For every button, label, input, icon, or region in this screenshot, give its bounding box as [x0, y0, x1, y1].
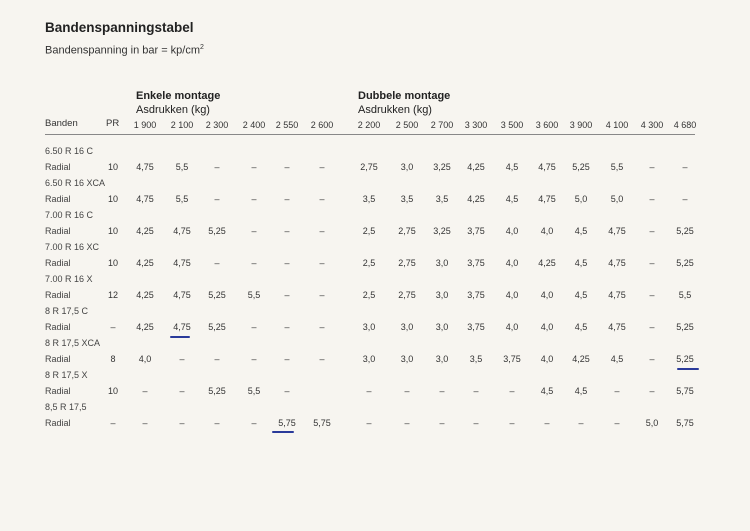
pressure-cell: 3,5 [400, 194, 414, 204]
pressure-cell: – [319, 322, 325, 332]
pressure-cell: 3,75 [467, 258, 485, 268]
column-header: 2 100 [170, 120, 194, 130]
pressure-cell: – [366, 386, 372, 396]
pressure-cell: – [319, 226, 325, 236]
pressure-cell: – [251, 322, 257, 332]
column-header: 2 200 [357, 120, 381, 130]
pressure-cell: 5,25 [208, 290, 226, 300]
pressure-cell: – [284, 354, 290, 364]
pressure-cell: 3,0 [362, 322, 376, 332]
pressure-cell: 5,5 [247, 290, 261, 300]
tire-size: 7.00 R 16 C [45, 210, 94, 220]
pressure-cell: 4,5 [574, 290, 588, 300]
pressure-cell: 4,5 [574, 226, 588, 236]
pressure-cell: 3,75 [467, 226, 485, 236]
pressure-cell: 3,0 [435, 258, 449, 268]
pressure-cell: 3,75 [467, 290, 485, 300]
pressure-cell: 4,75 [173, 290, 191, 300]
ply-rating: 10 [107, 194, 118, 204]
pressure-cell: 5,25 [208, 322, 226, 332]
pressure-cell: – [649, 194, 655, 204]
pressure-cell: 5,5 [247, 386, 261, 396]
tire-size: 6.50 R 16 C [45, 146, 94, 156]
pressure-cell: 5,25 [208, 226, 226, 236]
pressure-cell: – [682, 194, 688, 204]
pressure-cell: – [319, 354, 325, 364]
column-header: 2 500 [395, 120, 419, 130]
pressure-cell: – [404, 386, 410, 396]
pressure-cell: – [682, 162, 688, 172]
pressure-cell: 4,0 [540, 354, 554, 364]
pressure-cell: – [142, 418, 148, 428]
pressure-cell: – [649, 290, 655, 300]
pressure-cell: – [179, 418, 185, 428]
pressure-cell: – [251, 258, 257, 268]
pressure-cell: 4,75 [608, 322, 626, 332]
pressure-cell: 4,25 [538, 258, 556, 268]
pressure-cell: – [649, 386, 655, 396]
tire-type: Radial [45, 418, 71, 428]
tire-type: Radial [45, 258, 71, 268]
pressure-cell: – [509, 386, 515, 396]
pressure-cell: 2,75 [398, 258, 416, 268]
pressure-cell: 4,75 [608, 290, 626, 300]
pressure-cell: – [214, 354, 220, 364]
dubbele-title: Dubbele montage [358, 90, 451, 102]
tire-size: 7.00 R 16 X [45, 274, 93, 284]
tire-type: Radial [45, 226, 71, 236]
pressure-cell: 4,0 [540, 226, 554, 236]
column-header: 2 700 [430, 120, 454, 130]
ply-rating: – [110, 322, 116, 332]
ply-rating: 10 [107, 162, 118, 172]
pressure-cell: 4,25 [136, 290, 154, 300]
tire-type: Radial [45, 322, 71, 332]
pressure-cell: – [614, 386, 620, 396]
enkele-title: Enkele montage [136, 90, 221, 102]
pressure-cell: – [544, 418, 550, 428]
pressure-cell: – [439, 386, 445, 396]
pressure-cell: 4,75 [173, 226, 191, 236]
pressure-cell: – [251, 226, 257, 236]
pressure-cell: 3,5 [469, 354, 483, 364]
pressure-cell: 4,25 [136, 258, 154, 268]
pressure-cell: – [473, 386, 479, 396]
pressure-cell: – [614, 418, 620, 428]
tire-type: Radial [45, 194, 71, 204]
column-header: 3 300 [464, 120, 488, 130]
tire-size: 7.00 R 16 XC [45, 242, 100, 252]
pressure-cell: – [251, 354, 257, 364]
pressure-cell: 3,0 [400, 322, 414, 332]
pressure-cell: – [284, 226, 290, 236]
column-header: 3 900 [569, 120, 593, 130]
pressure-cell: 3,25 [433, 226, 451, 236]
pressure-cell: 4,75 [608, 226, 626, 236]
pressure-cell: 4,0 [505, 258, 519, 268]
subtitle-text: Bandenspanning in bar = kp/cm [45, 44, 201, 57]
header-pr: PR [106, 118, 120, 129]
pressure-cell: – [142, 386, 148, 396]
ink-underline [272, 431, 294, 433]
pressure-cell: – [284, 290, 290, 300]
pressure-cell: 4,25 [467, 162, 485, 172]
dubbele-montage-heading [358, 89, 450, 117]
page-title: Bandenspanningstabel [45, 20, 194, 35]
pressure-cell: 4,25 [572, 354, 590, 364]
column-header: 4 300 [640, 120, 664, 130]
pressure-cell: – [649, 322, 655, 332]
tire-size: 8 R 17,5 C [45, 306, 89, 316]
pressure-cell: 5,75 [278, 418, 296, 428]
pressure-cell: 4,5 [505, 194, 519, 204]
pressure-cell: 4,0 [505, 290, 519, 300]
enkele-montage-heading [136, 89, 220, 117]
pressure-cell: – [509, 418, 515, 428]
ply-rating: 10 [107, 386, 118, 396]
pressure-cell: 5,5 [678, 290, 692, 300]
header-rule [45, 134, 695, 135]
pressure-cell: 4,0 [540, 290, 554, 300]
pressure-cell: 4,25 [136, 226, 154, 236]
pressure-cell: 5,5 [175, 162, 189, 172]
pressure-cell: – [649, 258, 655, 268]
tire-size: 6.50 R 16 XCA [45, 178, 106, 188]
pressure-cell: 4,5 [574, 386, 588, 396]
tire-type: Radial [45, 162, 71, 172]
pressure-cell: 2,5 [362, 290, 376, 300]
pressure-cell: – [284, 322, 290, 332]
pressure-cell: – [284, 386, 290, 396]
pressure-cell: – [179, 386, 185, 396]
pressure-cell: – [251, 162, 257, 172]
column-header: 1 900 [133, 120, 157, 130]
pressure-cell: – [649, 226, 655, 236]
pressure-cell: 5,25 [676, 226, 694, 236]
pressure-cell: 5,75 [676, 386, 694, 396]
pressure-cell: 3,5 [362, 194, 376, 204]
pressure-cell: – [179, 354, 185, 364]
pressure-cell: 4,25 [467, 194, 485, 204]
pressure-cell: 3,0 [400, 354, 414, 364]
ply-rating: 8 [110, 354, 116, 364]
pressure-cell: 4,75 [136, 162, 154, 172]
pressure-cell: – [284, 194, 290, 204]
pressure-cell: – [319, 258, 325, 268]
pressure-cell: – [214, 418, 220, 428]
pressure-cell: 4,5 [505, 162, 519, 172]
tire-size: 8 R 17,5 XCA [45, 338, 101, 348]
pressure-cell: – [319, 290, 325, 300]
pressure-cell: 2,5 [362, 258, 376, 268]
dubbele-subtitle: Asdrukken (kg) [358, 104, 432, 116]
pressure-cell: – [404, 418, 410, 428]
ply-rating: 12 [107, 290, 118, 300]
pressure-cell: 4,25 [136, 322, 154, 332]
pressure-cell: 5,25 [676, 258, 694, 268]
enkele-subtitle: Asdrukken (kg) [136, 104, 210, 116]
pressure-cell: 4,0 [540, 322, 554, 332]
column-header: 2 300 [205, 120, 229, 130]
pressure-cell: 5,25 [208, 386, 226, 396]
column-header: 2 400 [242, 120, 266, 130]
pressure-cell: 5,0 [645, 418, 659, 428]
pressure-cell: 3,5 [435, 194, 449, 204]
pressure-cell: 4,75 [173, 322, 191, 332]
pressure-cell: 5,25 [676, 354, 694, 364]
pressure-cell: – [473, 418, 479, 428]
tire-type: Radial [45, 290, 71, 300]
pressure-cell: – [214, 194, 220, 204]
pressure-cell: – [214, 162, 220, 172]
pressure-cell: 2,75 [398, 226, 416, 236]
header-banden: Banden [45, 118, 78, 129]
pressure-cell: 4,5 [574, 258, 588, 268]
pressure-cell: 4,75 [608, 258, 626, 268]
pressure-cell: – [319, 194, 325, 204]
subtitle-superscript: 2 [200, 44, 204, 51]
pressure-cell: 4,75 [538, 194, 556, 204]
pressure-cell: – [284, 258, 290, 268]
page-subtitle [45, 44, 204, 57]
pressure-cell: 4,0 [138, 354, 152, 364]
pressure-cell: 2,5 [362, 226, 376, 236]
ply-rating: – [110, 418, 116, 428]
tire-type: Radial [45, 386, 71, 396]
column-header: 3 600 [535, 120, 559, 130]
pressure-cell: 4,75 [136, 194, 154, 204]
pressure-cell: – [578, 418, 584, 428]
column-header: 3 500 [500, 120, 524, 130]
column-header: 2 550 [275, 120, 299, 130]
pressure-cell: – [649, 162, 655, 172]
column-header: 4 680 [673, 120, 697, 130]
ink-underline [170, 336, 190, 338]
pressure-cell: 2,75 [360, 162, 378, 172]
ply-rating: 10 [107, 258, 118, 268]
pressure-cell: 5,25 [572, 162, 590, 172]
pressure-cell: 5,75 [676, 418, 694, 428]
pressure-cell: – [319, 162, 325, 172]
ply-rating: 10 [107, 226, 118, 236]
pressure-cell: 5,5 [610, 162, 624, 172]
pressure-cell: 3,75 [467, 322, 485, 332]
pressure-cell: 3,25 [433, 162, 451, 172]
pressure-cell: 5,25 [676, 322, 694, 332]
pressure-cell: 5,0 [610, 194, 624, 204]
pressure-cell: 5,0 [574, 194, 588, 204]
pressure-cell: 3,75 [503, 354, 521, 364]
pressure-cell: 3,0 [435, 354, 449, 364]
tire-size: 8 R 17,5 X [45, 370, 88, 380]
pressure-cell: 4,0 [505, 226, 519, 236]
pressure-cell: – [214, 258, 220, 268]
pressure-cell: 5,75 [313, 418, 331, 428]
pressure-cell: 4,75 [173, 258, 191, 268]
pressure-cell: 4,5 [610, 354, 624, 364]
pressure-cell: – [251, 194, 257, 204]
pressure-cell: – [284, 162, 290, 172]
pressure-cell: 3,0 [435, 290, 449, 300]
column-header: 2 600 [310, 120, 334, 130]
pressure-cell: 4,0 [505, 322, 519, 332]
tire-size: 8,5 R 17,5 [45, 402, 87, 412]
pressure-cell: 4,5 [574, 322, 588, 332]
pressure-cell: 4,75 [538, 162, 556, 172]
pressure-cell: 2,75 [398, 290, 416, 300]
pressure-cell: 3,0 [400, 162, 414, 172]
pressure-cell: 4,5 [540, 386, 554, 396]
column-header: 4 100 [605, 120, 629, 130]
pressure-cell: – [251, 418, 257, 428]
pressure-cell: – [439, 418, 445, 428]
pressure-cell: – [649, 354, 655, 364]
ink-underline [677, 368, 699, 370]
pressure-cell: 5,5 [175, 194, 189, 204]
tire-type: Radial [45, 354, 71, 364]
pressure-cell: – [366, 418, 372, 428]
pressure-cell: 3,0 [435, 322, 449, 332]
pressure-cell: 3,0 [362, 354, 376, 364]
